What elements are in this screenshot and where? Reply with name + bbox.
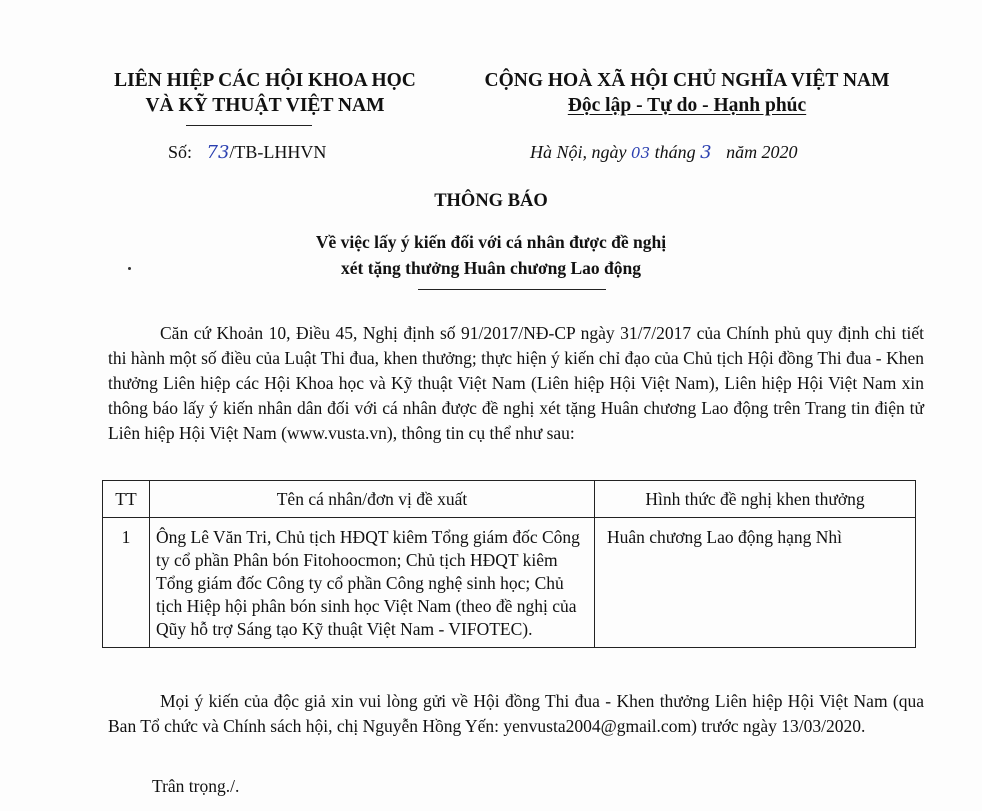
intro-paragraph: Căn cứ Khoản 10, Điều 45, Nghị định số 91/2017/NĐ-CP ngày 31/7/2017 của Chính phủ quy định chi tiết thi hành một số điều của Luật Thi đua, khen thưởng; thực hiện ý kiến chỉ đạo của Chủ tịch Hội đồng Thi đua - Khen thưởng Liên hiệp các Hội Khoa học và Kỹ thuật Việt Nam (Liên hiệp Hội Việt Nam), Liên hiệp Hội Việt Nam xin thông báo lấy ý kiến nhân dân đối với cá nhân được đề nghị xét tặng Huân chương Lao động trên Trang tin điện tử Liên hiệp Hội Việt Nam (www.vusta.vn), thông tin cụ thể như sau: <box>108 323 924 443</box>
subject-line1: Về việc lấy ý kiến đối với cá nhân được đề nghị <box>315 232 667 252</box>
header-tt: TT <box>103 481 150 518</box>
nation-name: CỘNG HOÀ XÃ HỘI CHỦ NGHĨA VIỆT NAM <box>484 70 890 91</box>
issue-date <box>530 142 798 163</box>
feedback-paragraph: Mọi ý kiến của độc giả xin vui lòng gửi về Hội đồng Thi đua - Khen thưởng Liên hiệp Hội Việt Nam (qua Ban Tổ chức và Chính sách hội, chị Nguyễn Hồng Yến: yenvusta2004@gmail.com) trước ngày 13/03/2020. <box>108 691 924 736</box>
issuing-organization <box>80 68 450 118</box>
subject-underline <box>418 289 606 290</box>
nominee-table <box>102 480 916 648</box>
national-motto: Độc lập - Tự do - Hạnh phúc <box>567 95 807 116</box>
scan-speck <box>128 267 131 270</box>
notice-title: THÔNG BÁO <box>434 191 548 211</box>
header-nominee: Tên cá nhân/đơn vị đề xuất <box>150 481 595 518</box>
date-month-word: tháng <box>654 142 696 162</box>
header-award-form: Hình thức đề nghị khen thưởng <box>595 481 916 518</box>
date-place: Hà Nội, ngày <box>530 142 627 162</box>
date-month-handwritten: 3 <box>700 142 712 163</box>
org-name-line1: LIÊN HIỆP CÁC HỘI KHOA HỌC <box>114 70 416 91</box>
doc-number-suffix: /TB-LHHVN <box>229 142 327 162</box>
date-day-handwritten: 03 <box>631 144 651 162</box>
org-name-line2: VÀ KỸ THUẬT VIỆT NAM <box>145 95 385 116</box>
closing-remark: Trân trọng./. <box>152 776 240 796</box>
cell-award-form: Huân chương Lao động hạng Nhì <box>595 518 916 648</box>
doc-number-prefix: Số: <box>168 142 193 162</box>
table-header-row <box>103 481 916 518</box>
org-underline <box>186 125 312 126</box>
date-year: năm 2020 <box>726 142 798 162</box>
national-header <box>452 68 922 118</box>
cell-tt: 1 <box>103 518 150 648</box>
subject-line2: xét tặng thưởng Huân chương Lao động <box>340 258 642 278</box>
notice-subject <box>0 229 982 281</box>
cell-nominee: Ông Lê Văn Tri, Chủ tịch HĐQT kiêm Tổng giám đốc Công ty cổ phần Phân bón Fitohoocmon; Chủ tịch HĐQT kiêm Tổng giám đốc Công ty cổ phần Công nghệ sinh học; Chủ tịch Hiệp hội phân bón sinh học Việt Nam (theo đề nghị của Qũy hỗ trợ Sáng tạo Kỹ thuật Việt Nam - VIFOTEC). <box>150 518 595 648</box>
doc-number-handwritten: 73 <box>206 142 230 163</box>
table-row <box>103 518 916 648</box>
document-number <box>168 142 326 163</box>
